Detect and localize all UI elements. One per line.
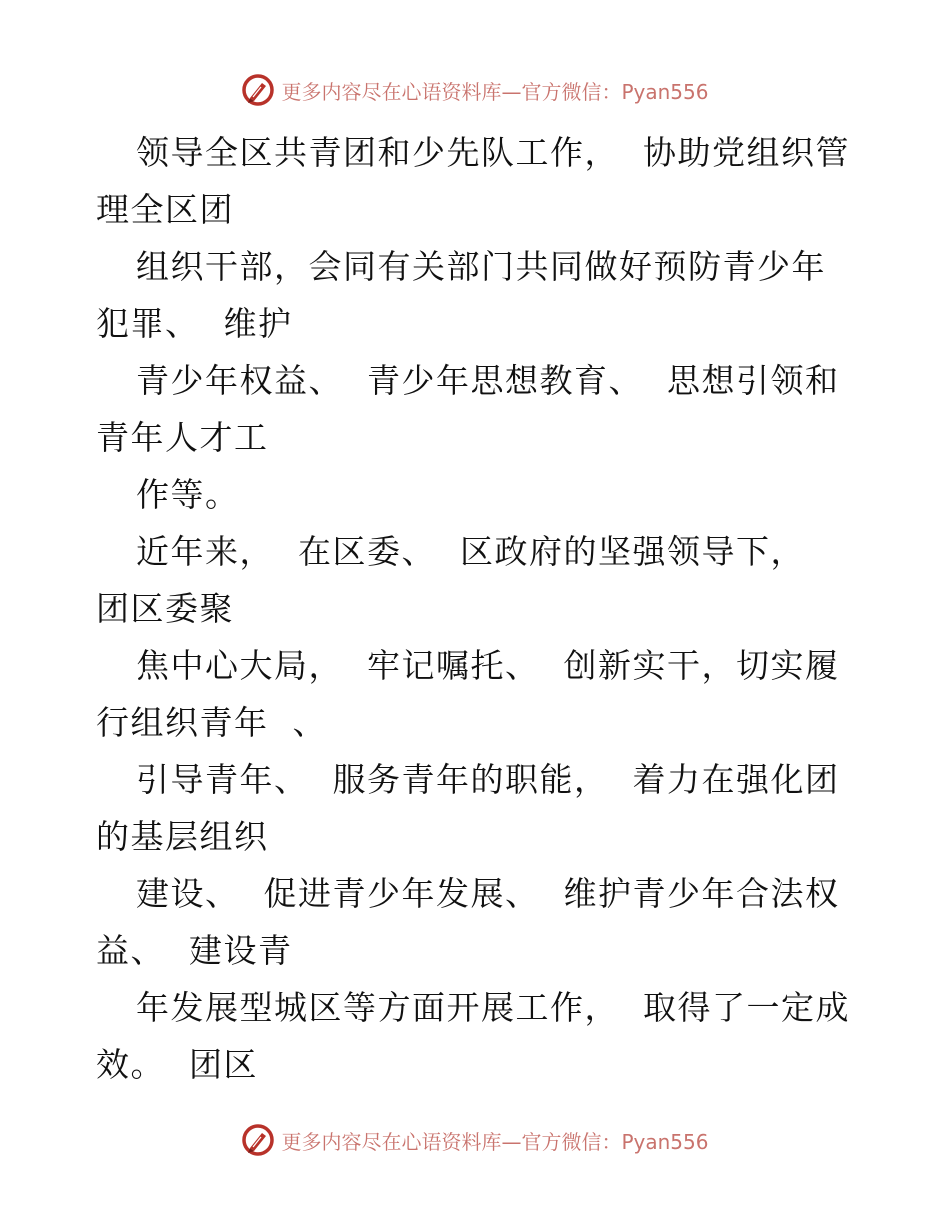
paragraph-line: 焦中心大局， 牢记嘱托、 创新实干，切实履行组织青年 、 [96,646,840,742]
paragraph-line: 领导全区共青团和少先队工作， 协助党组织管理全区团 [96,133,850,229]
paragraph-line: 组织干部，会同有关部门共同做好预防青少年犯罪、 维护 [96,247,826,343]
document-body [96,124,856,1093]
paragraph-line: 作等。 [136,475,240,514]
footer-watermark [0,1120,950,1160]
header-watermark-text: 更多内容尽在心语资料库—官方微信：Pyan556 [281,79,709,104]
pen-in-circle-logo-icon [241,73,275,107]
paragraph-line: 青少年权益、 青少年思想教育、 思想引领和青年人才工 [96,361,840,457]
footer-watermark-text: 更多内容尽在心语资料库—官方微信：Pyan556 [281,1129,709,1154]
paragraph-line: 建设、 促进青少年发展、 维护青少年合法权益、 建设青 [96,874,840,970]
paragraph-line: 年发展型城区等方面开展工作， 取得了一定成效。 团区 [96,988,850,1084]
pen-in-circle-logo-icon [241,1123,275,1157]
paragraph-line: 引导青年、 服务青年的职能， 着力在强化团的基层组织 [96,760,840,856]
header-watermark [0,70,950,110]
paragraph-line: 近年来， 在区委、 区政府的坚强领导下， 团区委聚 [96,532,829,628]
